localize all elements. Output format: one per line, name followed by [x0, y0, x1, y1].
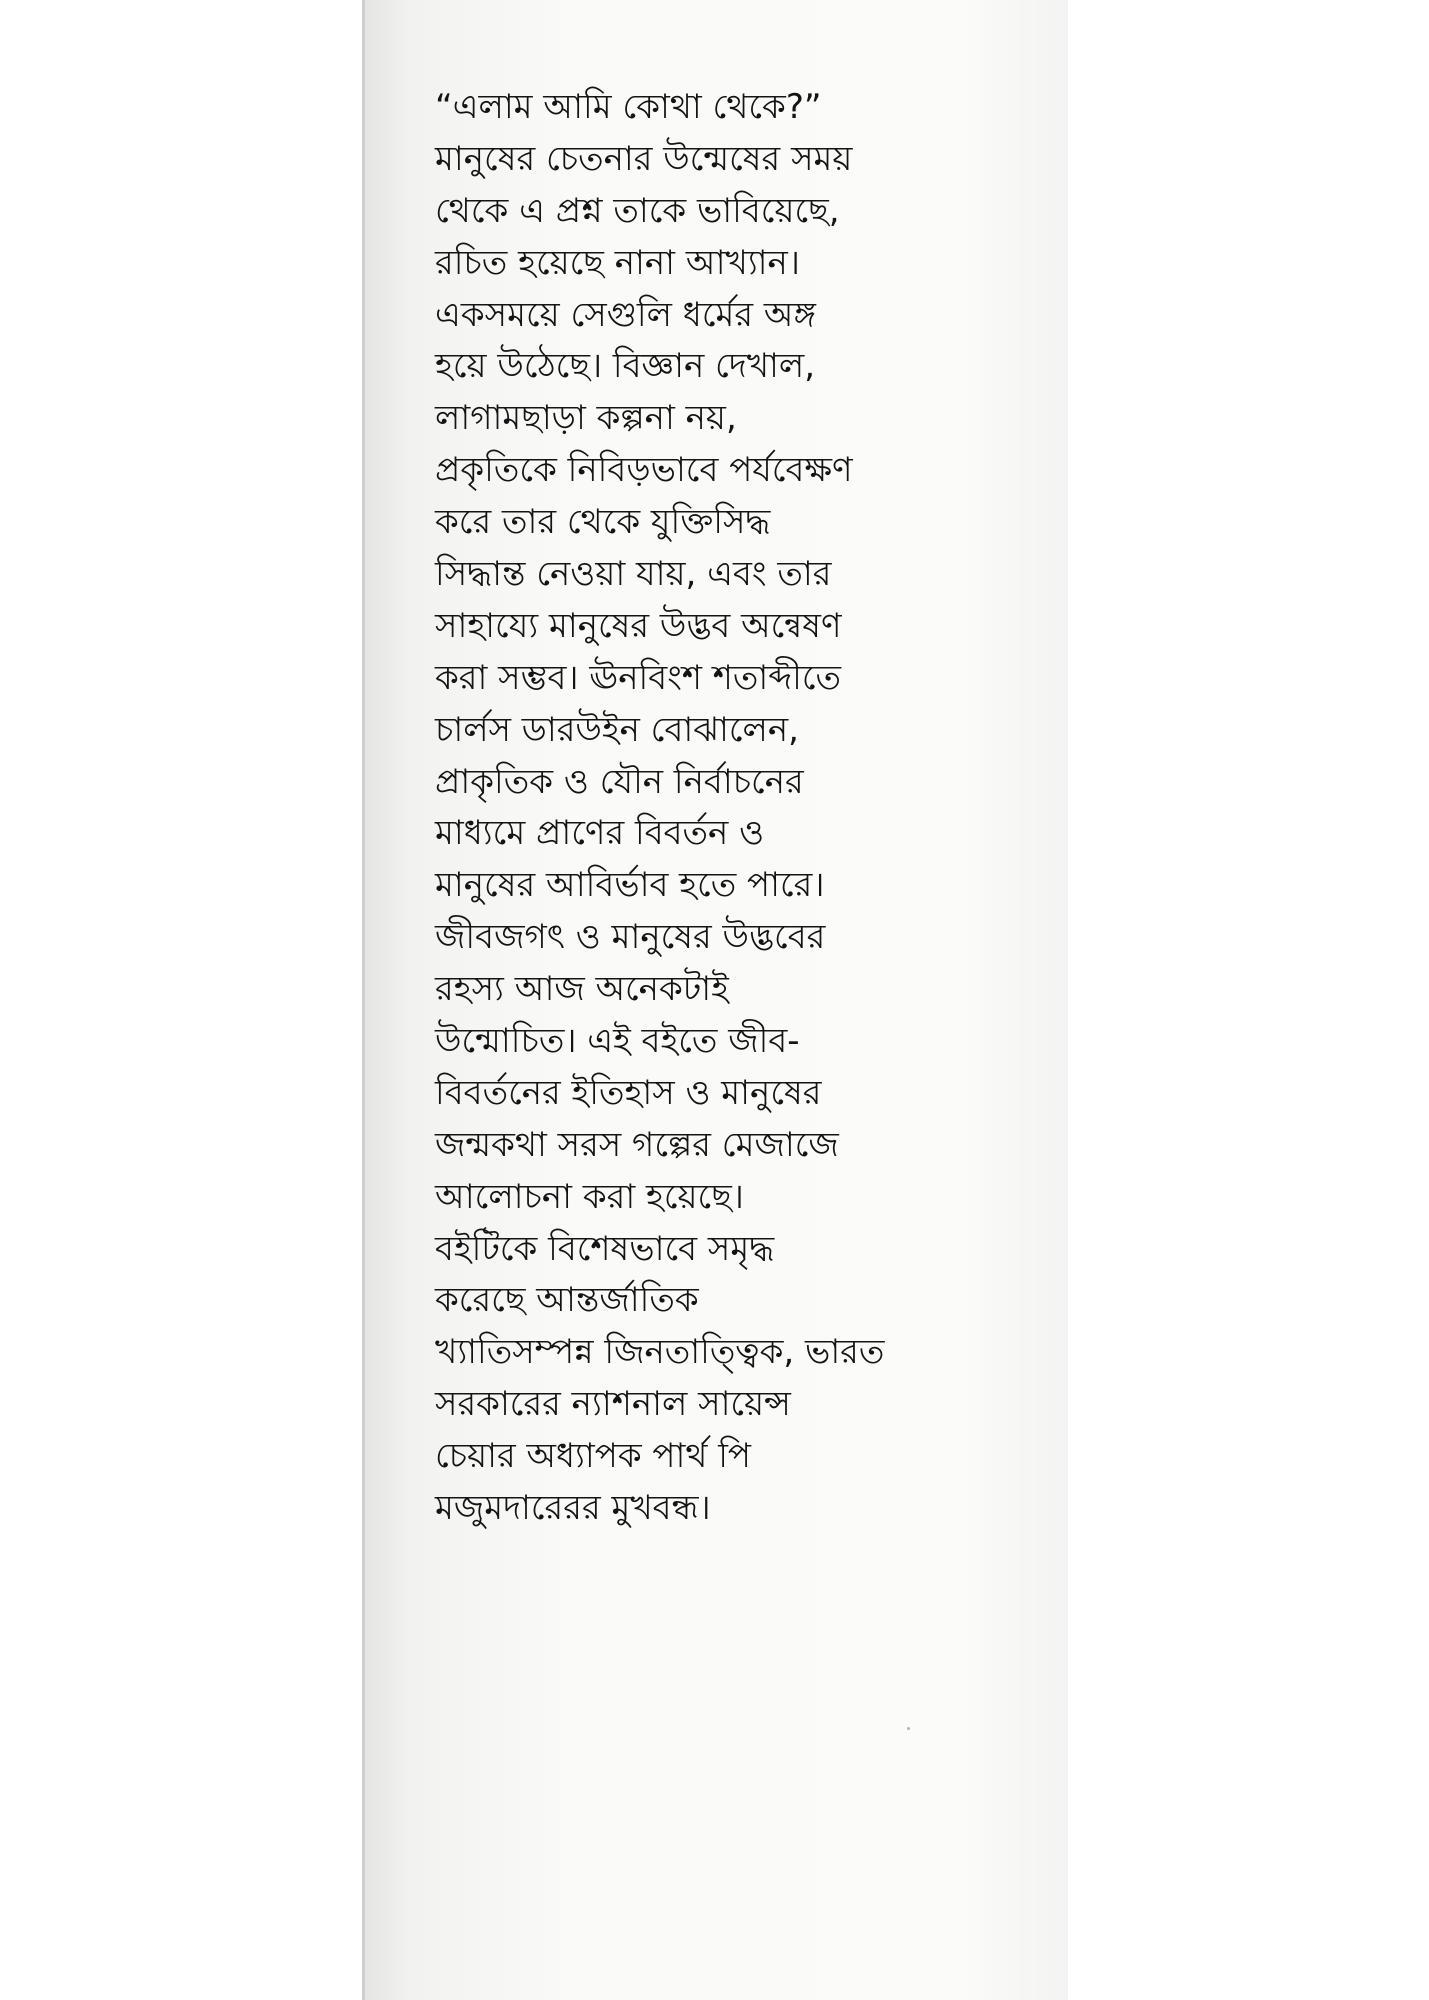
blurb-text-block: [435, 82, 1045, 1535]
blurb-line: বিবর্তনের ইতিহাস ও মানুষের: [435, 1072, 822, 1113]
blurb-line: রচিত হয়েছে নানা আখ্যান।: [435, 242, 800, 283]
paper-speck: [907, 1727, 910, 1730]
blurb-line: রহস্য আজ অনেকটাই: [435, 969, 729, 1010]
blurb-line: মানুষের চেতনার উন্মেষের সময়: [435, 138, 853, 179]
blurb-line: থেকে এ প্রশ্ন তাকে ভাবিয়েছে,: [435, 190, 840, 231]
blurb-line: প্রকৃতিকে নিবিড়ভাবে পর্যবেক্ষণ: [435, 450, 853, 491]
blurb-line: লাগামছাড়া কল্পনা নয়,: [435, 398, 737, 439]
blurb-line: বইটিকে বিশেষভাবে সমৃদ্ধ: [435, 1228, 775, 1269]
blurb-line: “এলাম আমি কোথা থেকে?”: [435, 87, 822, 127]
blurb-line: মাধ্যমে প্রাণের বিবর্তন ও: [435, 813, 765, 854]
blurb-line: হয়ে উঠেছে। বিজ্ঞান দেখাল,: [435, 346, 816, 387]
blurb-line: মানুষের আবির্ভাব হতে পারে।: [435, 865, 825, 906]
blurb-line: জীবজগৎ ও মানুষের উদ্ভবের: [435, 917, 826, 958]
blurb-line: করেছে আন্তর্জাতিক: [435, 1280, 699, 1321]
blurb-line: আলোচনা করা হয়েছে।: [435, 1176, 744, 1217]
blurb-line: একসময়ে সেগুলি ধর্মের অঙ্গ: [435, 294, 816, 335]
blurb-line: চেয়ার অধ্যাপক পার্থ পি: [435, 1436, 752, 1477]
blurb-line: উন্মোচিত। এই বইতে জীব-: [435, 1021, 800, 1062]
blurb-line: সিদ্ধান্ত নেওয়া যায়, এবং তার: [435, 554, 832, 595]
blurb-line: সাহায্যে মানুষের উদ্ভব অন্বেষণ: [435, 605, 842, 646]
blurb-line: চার্লস ডারউইন বোঝালেন,: [435, 709, 799, 750]
blurb-line: খ্যাতিসম্পন্ন জিনতাত্ত্বিক, ভারত: [435, 1332, 885, 1373]
blurb-line: সরকারের ন্যাশনাল সায়েন্স: [435, 1384, 791, 1425]
blurb-line: করে তার থেকে যুক্তিসিদ্ধ: [435, 502, 771, 543]
blurb-line: করা সম্ভব। ঊনবিংশ শতাব্দীতে: [435, 657, 842, 698]
blurb-line: জন্মকথা সরস গল্পের মেজাজে: [435, 1124, 839, 1165]
flap-edge-shadow: [362, 0, 365, 2000]
blurb-line: মজুমদারেরর মুখবন্ধ।: [435, 1488, 711, 1529]
blurb-line: প্রাকৃতিক ও যৌন নির্বাচনের: [435, 761, 804, 802]
